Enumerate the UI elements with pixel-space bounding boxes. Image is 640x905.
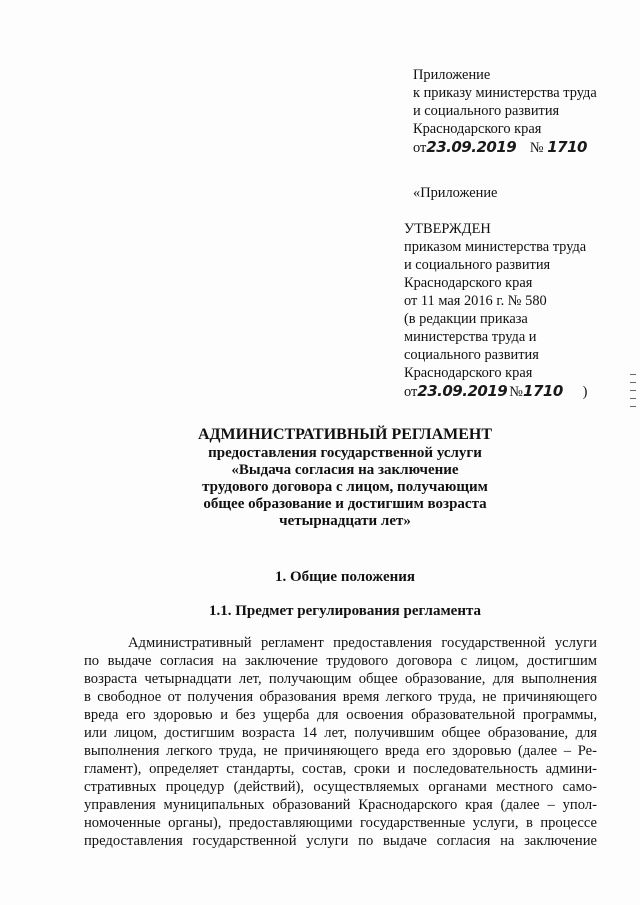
approved-line: Краснодарского края: [404, 365, 533, 381]
heading-title: АДМИНИСТРАТИВНЫЙ РЕГЛАМЕНТ: [197, 426, 493, 443]
body-line: или лицом, достигшим возраста 14 лет, получившим общее образование, для: [84, 725, 597, 741]
handwritten-number: 1710: [523, 382, 563, 400]
heading-line: предоставления государственной услуги: [208, 445, 482, 461]
regulation-heading: [180, 426, 510, 530]
approved-title: УТВЕРЖДЕН: [404, 221, 491, 237]
body-line: управления муниципальных образований Краснодарского края (далее – упол-: [84, 797, 597, 813]
appendix-quote: «Приложение: [413, 185, 498, 201]
approved-block: [413, 184, 497, 202]
appendix-line: Краснодарского края: [413, 121, 542, 137]
from-label: от: [404, 384, 418, 400]
scan-mark: [630, 406, 636, 407]
number-label: №: [509, 384, 524, 400]
section-title: 1. Общие положения: [274, 569, 416, 585]
approved-date-line: [404, 382, 587, 401]
approved-stamp-block: [404, 220, 587, 401]
body-line: в свободное от получения образования время легкого труда, не причиняющего: [84, 689, 597, 705]
number-label: №: [529, 140, 544, 156]
scan-mark: [630, 398, 636, 399]
scan-mark: [630, 390, 636, 391]
appendix-block: [413, 66, 597, 157]
appendix-line: к приказу министерства труда: [413, 85, 597, 101]
body-line: выполнения легкого труда, не причиняющего вреда его здоровью (далее – Ре-: [84, 743, 597, 759]
approved-line: приказом министерства труда: [404, 239, 587, 255]
heading-line: общее образование и достигшим возраста: [203, 496, 487, 512]
heading-line: «Выдача согласия на заключение: [231, 462, 459, 478]
body-line: стративных процедур (действий), осуществляемых органами местного само-: [84, 779, 597, 795]
from-label: от: [413, 140, 427, 156]
body-line: Административный регламент предоставления государственной услуги: [128, 635, 597, 651]
heading-line: трудового договора с лицом, получающим: [202, 479, 488, 495]
scan-mark: [630, 374, 636, 375]
heading-line: четырнадцати лет»: [279, 513, 411, 529]
body-line: по выдаче согласия на заключение трудового договора с лицом, достигшим: [84, 653, 597, 669]
body-line: вреда его здоровью и без ущерба для освоения образовательной программы,: [84, 707, 597, 723]
subsection-title: 1.1. Предмет регулирования регламента: [208, 603, 482, 619]
approved-line: от 11 мая 2016 г. № 580: [404, 293, 547, 309]
handwritten-date: 23.09.2019: [426, 138, 517, 156]
approved-line: и социального развития: [404, 257, 551, 273]
body-line: предоставления государственной услуги по выдаче согласия на заключение: [84, 833, 597, 849]
handwritten-number: 1710: [547, 138, 587, 156]
body-line: возраста четырнадцати лет, получающим общее образование, для выполнения: [84, 671, 597, 687]
appendix-date-line: [413, 138, 597, 157]
body-line: гламент), определяет стандарты, состав, сроки и последовательность админи-: [84, 761, 597, 777]
appendix-line: и социального развития: [413, 103, 560, 119]
appendix-line: Приложение: [413, 67, 491, 83]
closing-paren: ): [582, 384, 588, 400]
approved-line: Краснодарского края: [404, 275, 533, 291]
body-paragraph: [84, 634, 597, 850]
body-line: номоченные органы), предоставляющими государственные услуги, в процессе: [84, 815, 597, 831]
handwritten-date: 23.09.2019: [417, 382, 508, 400]
approved-line: социального развития: [404, 347, 539, 363]
approved-line: министерства труда и: [404, 329, 537, 345]
scan-mark: [630, 382, 636, 383]
approved-line: (в редакции приказа: [404, 311, 528, 327]
